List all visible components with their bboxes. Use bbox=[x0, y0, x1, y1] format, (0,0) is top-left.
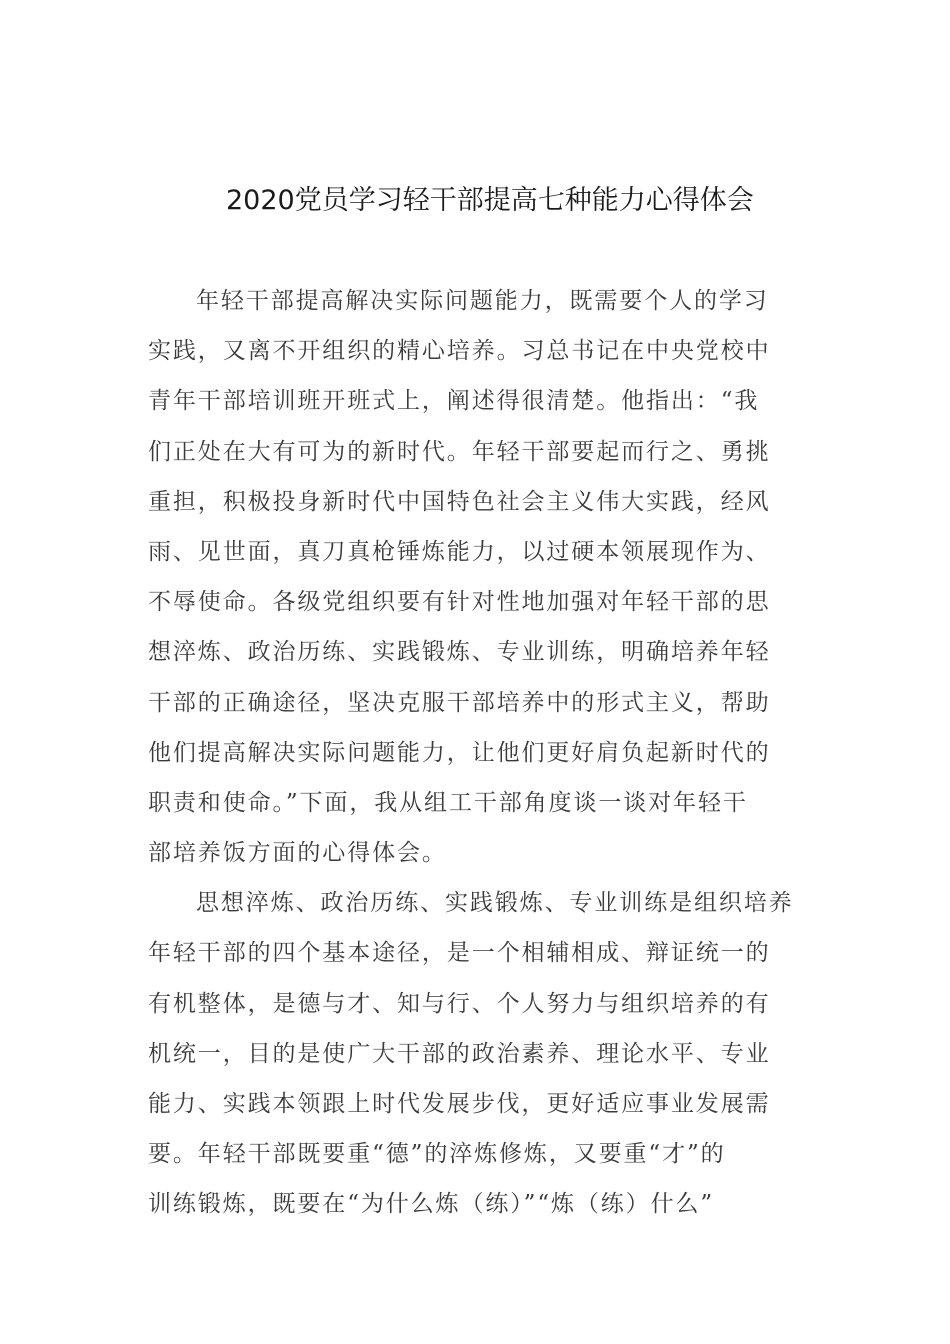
paragraph-2-line-5: 能力、实践本领跟上时代发展步伐，更好适应事业发展需 bbox=[148, 1091, 771, 1117]
paragraph-1-line-11: 职责和使命。”下面，我从组工干部角度谈一谈对年轻干 bbox=[148, 789, 748, 816]
paragraph-1-line-1: 年轻干部提高解决实际问题能力，既需要个人的学习 bbox=[196, 288, 769, 314]
paragraph-1-line-5: 重担，积极投身新时代中国特色社会主义伟大实践，经风 bbox=[148, 488, 771, 515]
paragraph-1-line-8: 想淬炼、政治历练、实践锻炼、专业训练，明确培养年轻 bbox=[148, 639, 771, 666]
document-title: 2020党员学习轻干部提高七种能力心得体会 bbox=[226, 185, 754, 216]
paragraph-2-line-3: 有机整体，是德与才、知与行、个人努力与组织培养的有 bbox=[148, 990, 771, 1017]
paragraph-1-line-10: 他们提高解决实际问题能力，让他们更好肩负起新时代的 bbox=[148, 739, 771, 766]
paragraph-1-line-3: 青年干部培训班开班式上，阐述得很清楚。他指出：“我 bbox=[148, 388, 760, 415]
paragraph-2-line-4: 机统一，目的是使广大干部的政治素养、理论水平、专业 bbox=[148, 1040, 771, 1067]
paragraph-1-line-4: 们正处在大有可为的新时代。年轻干部要起而行之、勇挑 bbox=[148, 438, 771, 465]
paragraph-2-line-1: 思想淬炼、政治历练、实践锻炼、专业训练是组织培养 bbox=[196, 890, 794, 917]
paragraph-1-line-7: 不辱使命。各级党组织要有针对性地加强对年轻干部的思 bbox=[148, 589, 771, 616]
paragraph-1-line-12: 部培养饭方面的心得体会。 bbox=[148, 840, 447, 867]
paragraph-1-line-9: 干部的正确途径，坚决克服干部培养中的形式主义，帮助 bbox=[148, 689, 771, 716]
paragraph-2-line-6: 要。年轻干部既要重“德”的淬炼修炼，又要重“才”的 bbox=[148, 1141, 726, 1168]
paragraph-1-line-2: 实践，又离不开组织的精心培养。习总书记在中央党校中 bbox=[148, 338, 771, 365]
paragraph-1-line-6: 雨、见世面，真刀真枪锤炼能力，以过硬本领展现作为、 bbox=[148, 538, 771, 565]
paragraph-2-line-7: 训练锻炼，既要在“为什么炼（练）”“炼（练）什么” bbox=[148, 1191, 715, 1218]
document-body bbox=[148, 276, 818, 1230]
paragraph-2-line-2: 年轻干部的四个基本途径，是一个相辅相成、辩证统一的 bbox=[148, 940, 771, 967]
